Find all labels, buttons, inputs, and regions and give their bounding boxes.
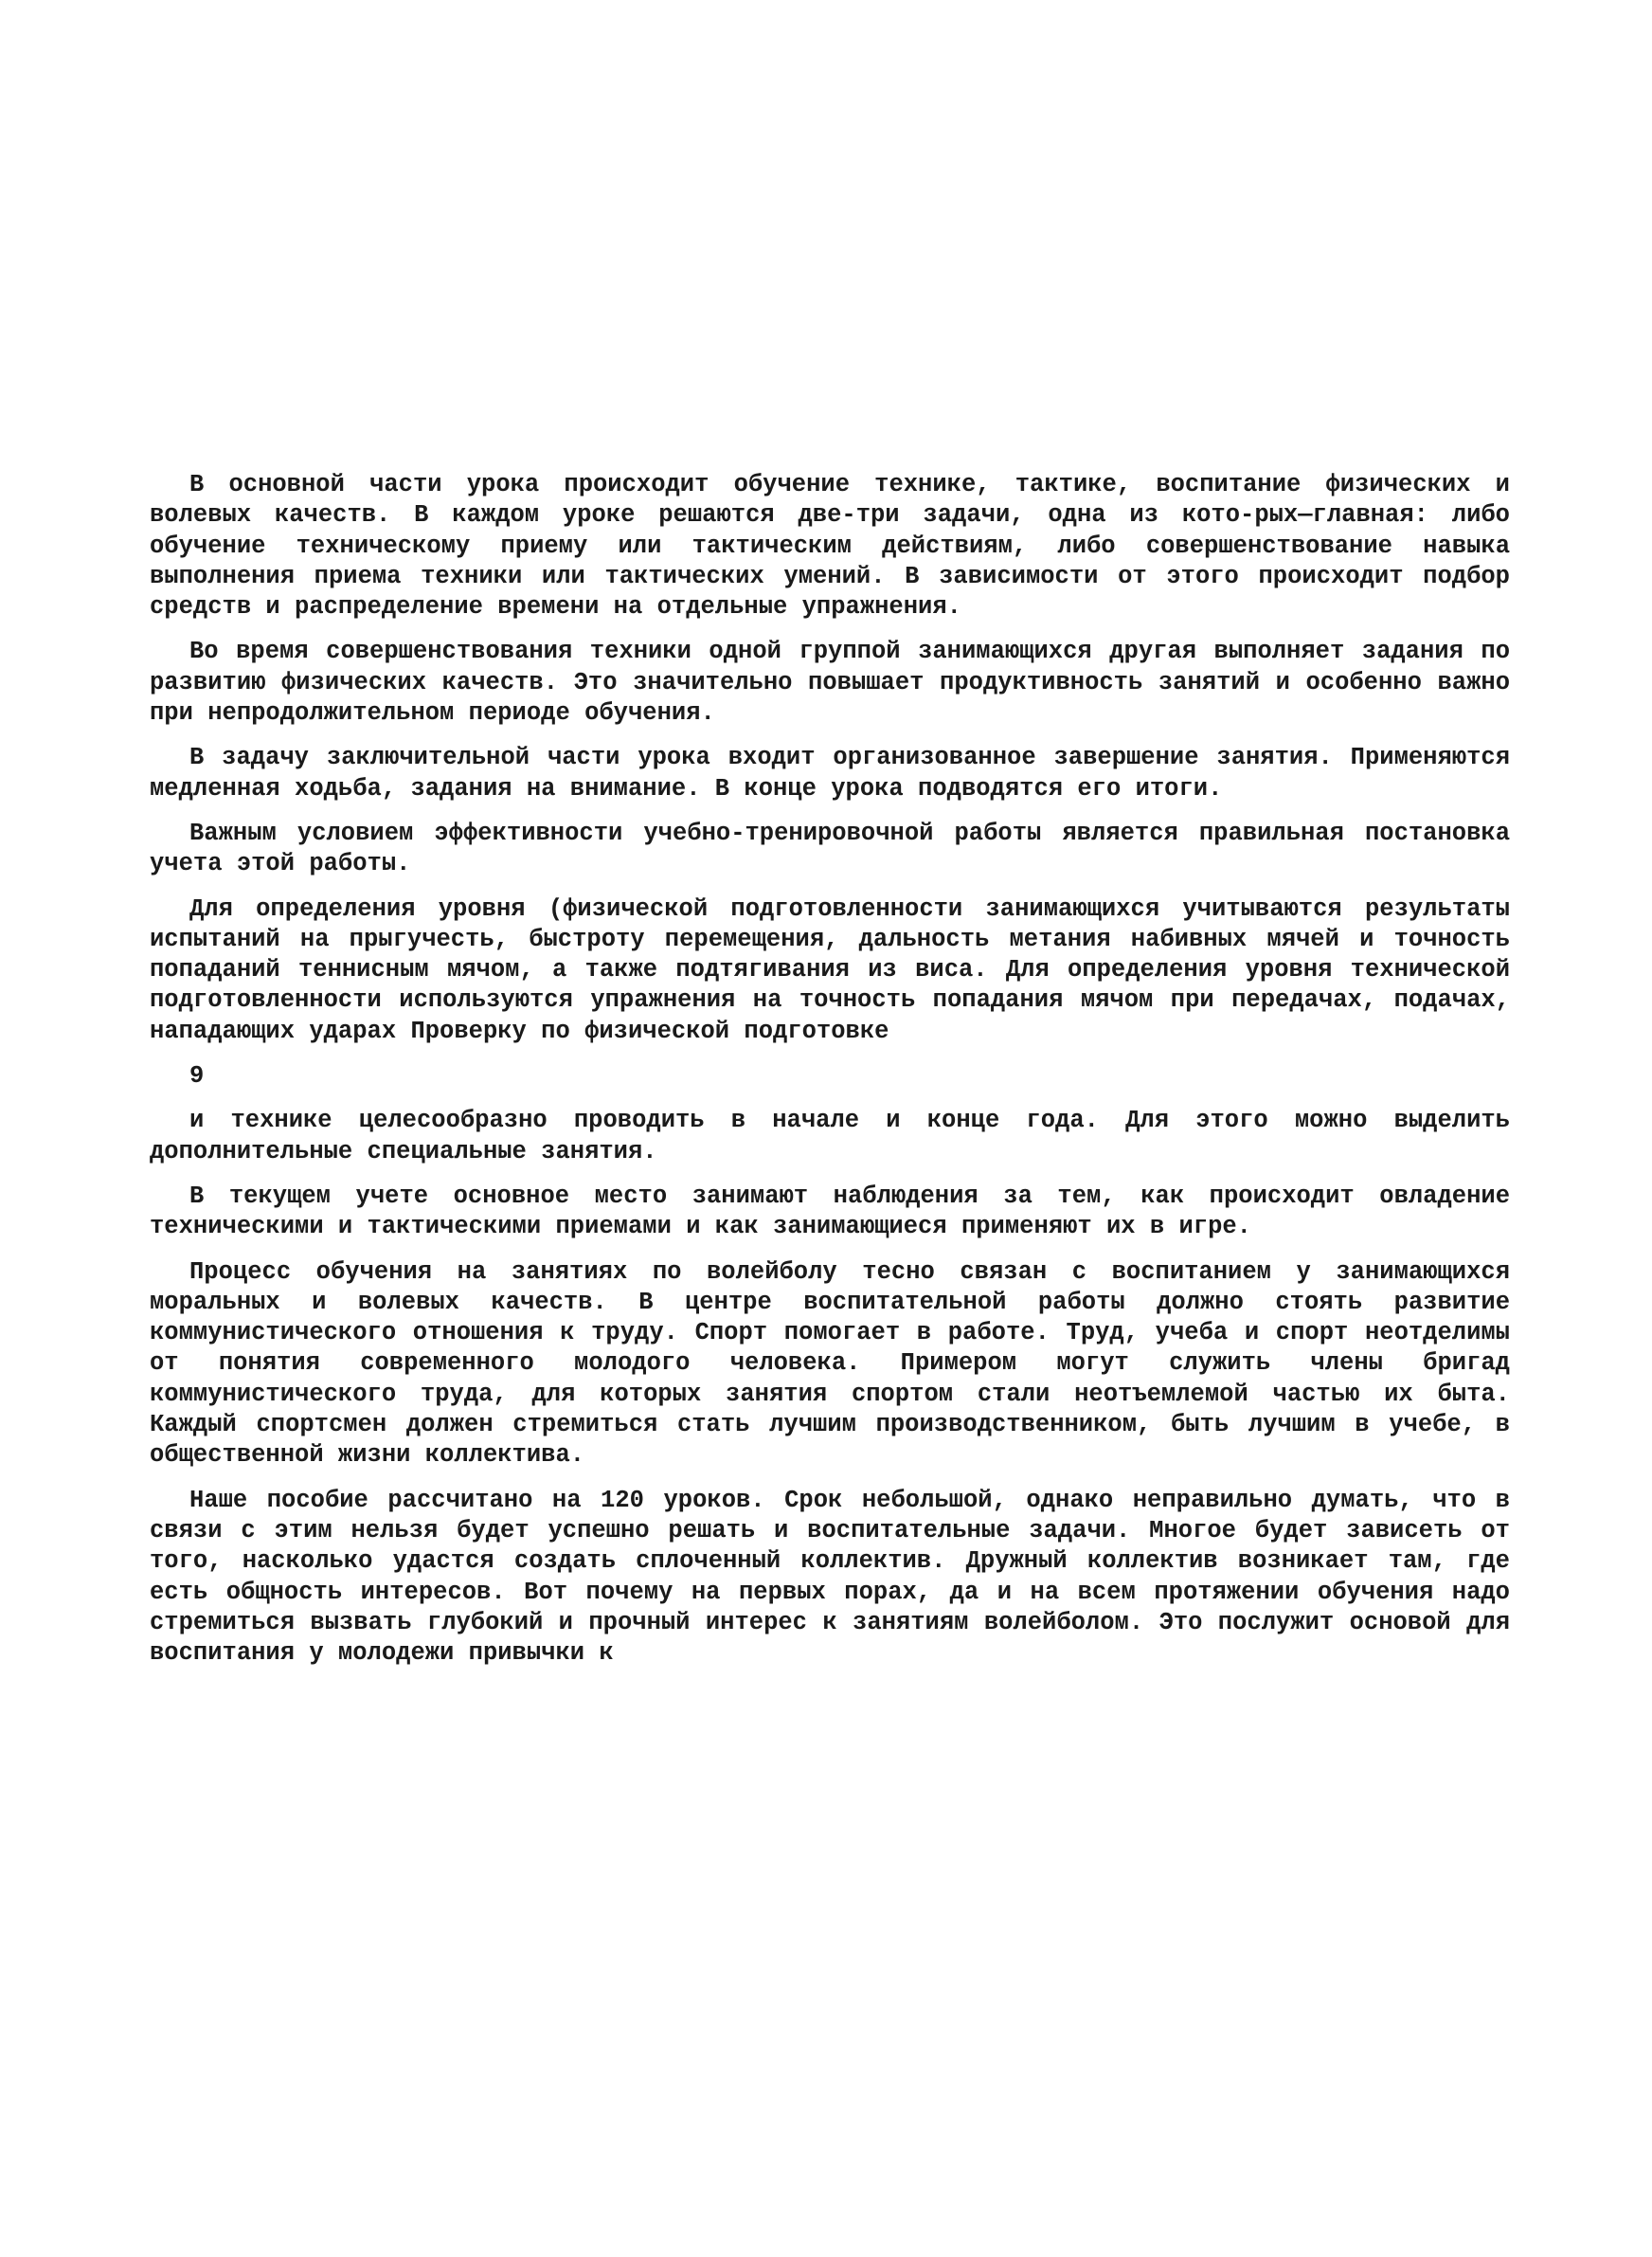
paragraph: В основной части урока происходит обучение технике, тактике, воспитание физических и волевых качеств. В каждом уроке решаются две-три задачи, одна из кото-рых—главная: либо обучение техническому приему или тактическим действиям, либо совершенствование навыка выполнения приема техники или тактических умений. В зависимости от этого происходит подбор средств и распределение времени на отдельные упражнения. — [150, 471, 1510, 622]
paragraph: Процесс обучения на занятиях по волейболу тесно связан с воспитанием у занимающихся моральных и волевых качеств. В центре воспитательной работы должно стоять развитие коммунистического отношения к труду. Спорт помогает в работе. Труд, учеба и спорт неотделимы от понятия современного молодого человека. Примером могут служить члены бригад коммунистического труда, для которых занятия спортом стали неотъемлемой частью их быта. Каждый спортсмен должен стремиться стать лучшим производственником, быть лучшим в учебе, в общественной жизни коллектива. — [150, 1257, 1510, 1470]
page-number: 9 — [189, 1062, 205, 1091]
paragraph: В текущем учете основное место занимают наблюдения за тем, как происходит овладение техническими и тактическими приемами и как занимающиеся применяют их в игре. — [150, 1182, 1510, 1241]
paragraph: и технике целесообразно проводить в начале и конце года. Для этого можно выделить дополнительные специальные занятия. — [150, 1107, 1510, 1165]
paragraph: Во время совершенствования техники одной группой занимающихся другая выполняет задания по развитию физических качеств. Это значительно повышает продуктивность занятий и особенно важно при непродолжительном периоде обучения. — [150, 638, 1510, 728]
paragraph: Для определения уровня (физической подготовленности занимающихся учитываются результаты испытаний на прыгучесть, быстроту перемещения, дальность метания набивных мячей и точность попаданий теннисным мячом, а также подтягивания из виса. Для определения уровня технической подготовленности используются упражнения на точность попадания мячом при передачах, подачах, нападающих ударах Проверку по физической подготовке — [150, 894, 1510, 1045]
paragraph: Наше пособие рассчитано на 120 уроков. Срок небольшой, однако неправильно думать, что в связи с этим нельзя будет успешно решать и воспитательные задачи. Многое будет зависеть от того, насколько удастся создать сплоченный коллектив. Дружный коллектив возникает там, где есть общность интересов. Вот почему на первых порах, да и на всем протяжении обучения надо стремиться вызвать глубокий и прочный интерес к занятиям волейболом. Это послужит основой для воспитания у молодежи привычки к — [150, 1486, 1510, 1668]
paragraph: Важным условием эффективности учебно-тренировочной работы является правильная постановка учета этой работы. — [150, 819, 1510, 878]
paragraph: В задачу заключительной части урока входит организованное завершение занятия. Применяются медленная ходьба, задания на внимание. В конце урока подводятся его итоги. — [150, 744, 1510, 803]
text-block — [150, 470, 1510, 1683]
